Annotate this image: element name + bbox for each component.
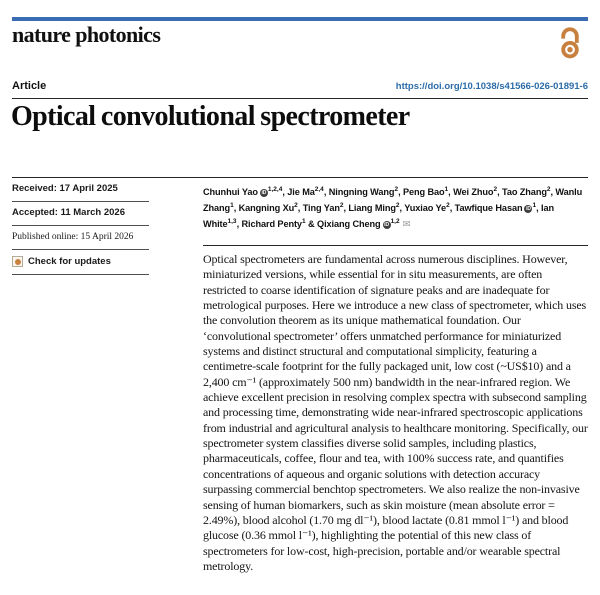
author-affiliation-sup: 2 [395,202,400,210]
author-name: Jie Ma [287,187,315,197]
author-affiliation-sup: 1,3 [227,218,237,226]
author-affiliation-sup: 1,2 [390,218,400,226]
author-name: Tao Zhang [501,187,547,197]
author-list: Chunhui Yao iD $^{1,2,4}$, Jie Ma$^{2,4}$, Ningning Wang$^2$, Peng Bao$^1$, Wei Zhuo$^2$, Tao Zhang$^2$, Wanlu Zhang$^1$, Kangning Xu$^2$, Ting Yan$^2$, Liang Ming$^2$, Yuxiao Ye$^2$, Tawfique Hasan iD $^1$, Ian White$^{1,3}$, Richard Penty$^1$ & Qixiang Cheng iD $^{1,2}$ ✉ [203,186,583,231]
abstract-text: Optical spectrometers are fundamental across numerous disciplines. However, miniaturized versions, while essential for in situ measurements, are often restricted to coarse identification of signature peaks and are inadequate for metrological purposes. Here we introduce a new class of spectrometer, which uses the convolution theorem as its unique mathematical foundation. Our ‘convolutional spectrometer’ offers unmatched performance for miniaturized systems and distinct structural and computational simplicity, featuring a centimetre-scale footprint for the fully packaged unit, low cost (~US$10) and a 2,400 cm⁻¹ (approximately 500 nm) bandwidth in the near-infrared region. We achieve excellent precision in resolving complex spectra with subsecond sampling and processing time, demonstrating wide near-infrared spectroscopic applications from industrial and agricultural analysis to healthcare monitoring. Specifically, our spectrometer system classifies diverse solid samples, including plastics, pharmaceuticals, coffee, flour and tea, with 100% success rate, and quantifies concentrations of aqueous and organic solutions with detection accuracy surpassing commercial benchtop spectrometers. We also realize the non-invasive sensing of human biomarkers, such as skin moisture (mean absolute error = 2.49%), blood alcohol (1.70 mg dl⁻¹), blood lactate (0.81 mmol l⁻¹) and blood glucose (0.36 mmol l⁻¹), highlighting the potential of this new class of spectrometers for low-cost, high-precision, portable and/or wearable spectral metrology. [203,245,588,574]
author-affiliation-sup: 1 [532,202,537,210]
author-affiliation-sup: 2 [546,186,551,193]
author-affiliation-sup: 1 [301,218,306,226]
author-name: Yuxiao Ye [404,203,447,214]
published-online-date: Published online: 15 April 2026 [12,226,149,250]
header-divider [12,98,588,99]
author-affiliation-sup: 2 [493,186,498,193]
journal-logo: nature photonics [12,22,161,47]
check-for-updates-label: Check for updates [28,255,111,267]
article-header-row [12,80,588,92]
content-columns [12,178,588,595]
metadata-rail [12,178,149,595]
author-name: Tawfique Hasan [454,203,523,214]
orcid-icon[interactable]: iD [384,222,389,229]
author-affiliation-sup: 2 [394,186,399,193]
author-affiliation-sup: 2 [294,202,298,210]
author-name: Qixiang Cheng [317,219,381,230]
check-for-updates-button[interactable] [12,250,149,275]
author-name: Peng Bao [402,187,445,197]
orcid-icon[interactable]: iD [526,206,531,213]
author-affiliation-sup: 2,4 [314,186,324,193]
main-column [203,178,588,595]
doi-link[interactable]: https://doi.org/10.1038/s41566-026-01891-6 [395,81,588,92]
author-name: Ian White [203,203,554,230]
received-date: Received: 17 April 2025 [12,178,149,202]
email-icon[interactable]: ✉ [402,219,411,231]
author-name: Chunhui Yao [203,187,258,197]
author-affiliation-sup: 1 [230,202,234,210]
author-name: Kangning Xu [238,203,295,214]
open-access-icon [555,25,585,64]
author-affiliation-sup: 2 [339,202,344,210]
orcid-icon[interactable]: iD [261,190,267,196]
author-name: Richard Penty [241,219,302,230]
author-affiliation-sup: 1,2,4 [267,186,283,193]
author-name: Ningning Wang [328,187,395,197]
author-affiliation-sup: 1 [444,186,449,193]
top-accent-bar [12,17,588,21]
author-name: Liang Ming [348,203,396,214]
crossmark-icon [12,256,23,267]
author-name: Ting Yan [302,203,340,214]
author-affiliation-sup: 2 [446,202,450,210]
author-name: Wei Zhuo [453,187,494,197]
accepted-date: Accepted: 11 March 2026 [12,202,149,226]
author-name: Wanlu Zhang [203,187,583,214]
article-title: Optical convolutional spectrometer [11,101,410,132]
article-type-label: Article [12,80,47,92]
